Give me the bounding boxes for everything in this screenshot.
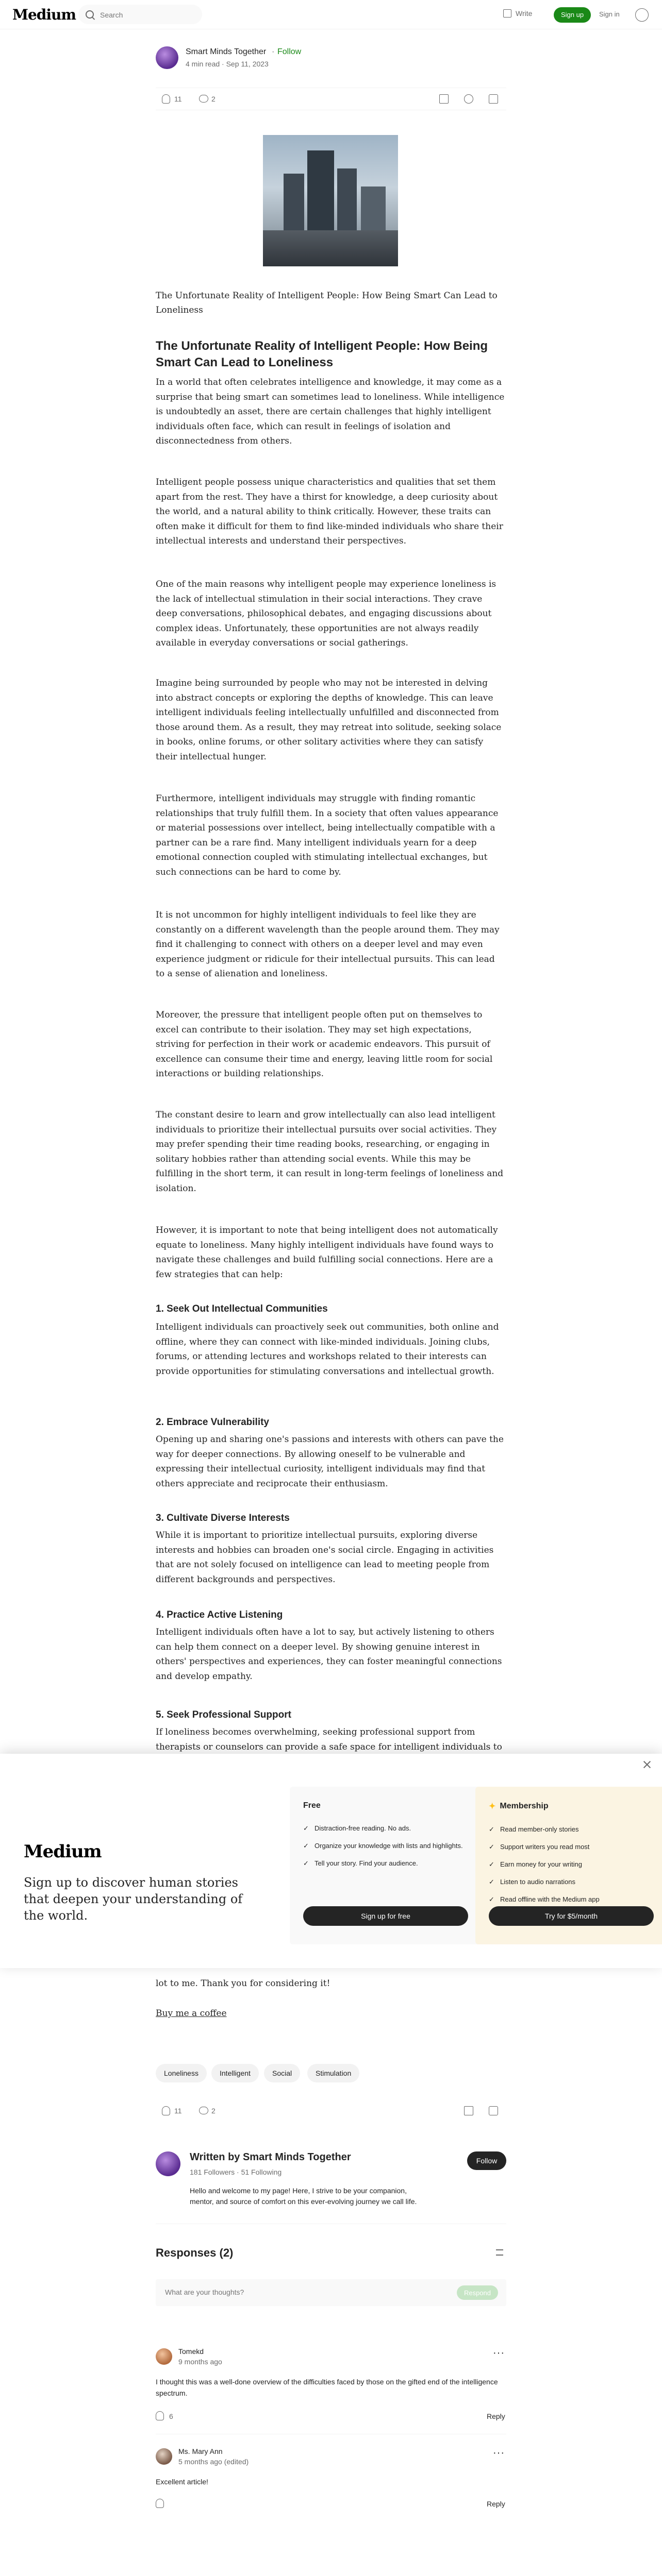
write-button[interactable] <box>503 9 532 18</box>
hero-image <box>263 135 398 266</box>
separator-dot: · <box>272 47 275 56</box>
signup-overlay <box>0 1754 662 1968</box>
section-heading: 3. Cultivate Diverse Interests <box>156 1513 290 1523</box>
paragraph: It is not uncommon for highly intelligent individuals to feel like they are constantly on a different wavelength than the people around them. They may find it challenging to connect with others on a deeper level and may even experience judgment or ridicule for their intellectual pursuits. This can lead to a sense of alienation and loneliness. <box>156 910 500 979</box>
tag-chip[interactable]: Social <box>264 2064 300 2082</box>
membership-plan-card <box>475 1787 662 1944</box>
author-name[interactable]: Smart Minds Together <box>186 47 267 56</box>
clap-icon[interactable] <box>162 94 170 104</box>
reply-button[interactable]: Reply <box>487 2500 505 2508</box>
article-meta: 4 min read · Sep 11, 2023 <box>186 60 269 68</box>
bookmark-add-icon[interactable] <box>439 94 449 104</box>
clap-icon[interactable] <box>162 2106 170 2115</box>
comment-text: I thought this was a well-done overview of the difficulties faced by those on the gifted end of the intelligence spectrum. <box>156 2378 498 2397</box>
author-bio: Hello and welcome to my page! Here, I strive to be your companion, mentor, and source of comfort on this ever-evolving journey we call life. <box>190 2187 417 2206</box>
tag-chip[interactable]: Intelligent <box>211 2064 259 2082</box>
comment-date: 9 months ago <box>178 2358 222 2366</box>
clap-count: 11 <box>174 2107 182 2115</box>
paragraph: Intelligent people possess unique characteristics and qualities that set them apart from the rest. They have a thirst for knowledge, a deep curiosity about the world, and a natural ability to think critically. However, these traits can often make it difficult for them to find like-minded individuals who share their intellectual interests and understand their perspectives. <box>156 477 503 546</box>
section-heading: 2. Embrace Vulnerability <box>156 1417 269 1428</box>
response-box[interactable] <box>156 2279 506 2306</box>
paragraph: Furthermore, intelligent individuals may struggle with finding romantic relationships that truly fulfill them. In a society that often values appearance or material possessions over intellect, being intellectually compatible with a partner can be a rare find. Many intelligent individuals yearn for a deep emotional connection coupled with stimulating intellectual exchanges, but such connections can be hard to come by. <box>156 793 499 877</box>
author-followers: 181 Followers · 51 Following <box>190 2168 282 2176</box>
comment-text: Excellent article! <box>156 2478 208 2486</box>
top-bar <box>0 0 662 29</box>
clap-icon[interactable] <box>156 2499 164 2508</box>
section-heading: 4. Practice Active Listening <box>156 1609 283 1620</box>
plan-feature: ✓ Tell your story. Find your audience. <box>303 1859 468 1868</box>
paragraph: Intelligent individuals can proactively seek out communities, both online and offline, where they can connect with like-minded individuals. Joining clubs, forums, or attending lectures and workshops related to their interests can provide opportunities for stimulating conversations and intellectual growth. <box>156 1322 499 1377</box>
membership-title-text: Membership <box>500 1802 549 1810</box>
share-icon[interactable] <box>489 94 498 104</box>
write-icon <box>503 9 511 18</box>
follow-button[interactable]: Follow <box>467 2151 506 2170</box>
paragraph: In a world that often celebrates intelligence and knowledge, it may come as a surprise that being smart can sometimes lead to loneliness. While intelligence is undoubtedly an asset, there are certain challenges that highly intelligent individuals often face, which can result in feelings of isolation and disconnectedness from others. <box>156 377 505 446</box>
clap-count: 11 <box>174 95 182 103</box>
medium-logo[interactable]: Medium <box>12 6 76 23</box>
clap-icon[interactable] <box>156 2411 164 2420</box>
commenter-name[interactable]: Ms. Mary Ann <box>178 2447 223 2455</box>
plan-feature: ✓ Organize your knowledge with lists and highlights. <box>303 1841 468 1851</box>
free-plan-title: Free <box>303 1801 321 1810</box>
plan-feature: ✓ Earn money for your writing <box>489 1860 654 1869</box>
comment-icon[interactable] <box>199 95 208 103</box>
image-caption: The Unfortunate Reality of Intelligent People: How Being Smart Can Lead to Loneliness <box>156 291 498 315</box>
responses-title: Responses (2) <box>156 2246 234 2259</box>
plan-feature: ✓ Support writers you read most <box>489 1842 654 1852</box>
paragraph: Moreover, the pressure that intelligent people often put on themselves to excel can contribute to their isolation. They may set high expectations, striving for perfection in their work or academic endeavors. This pursuit of excellence can consume their time and energy, leaving little room for social interactions or building relationships. <box>156 1010 493 1079</box>
paragraph: Imagine being surrounded by people who may not be interested in delving into abstract concepts or exploring the depths of knowledge. This can leave intelligent individuals feeling intellectually unfulfilled and disconnected from those around them. As a result, they may retreat into solitude, seeking solace in books, online forums, or other solitary activities where they can satisfy their intellectual hunger. <box>156 678 502 762</box>
paragraph: If loneliness becomes overwhelming, seeking professional support from therapists or counselors can provide a safe space for intelligent individuals to <box>156 1727 502 1752</box>
user-icon[interactable] <box>635 8 649 22</box>
plan-feature: ✓ Listen to audio narrations <box>489 1877 654 1887</box>
search-icon <box>86 10 94 19</box>
paragraph: The constant desire to learn and grow intellectually can also lead intelligent individuals to prioritize their intellectual pursuits over social activities. They may prefer spending their time reading books, researching, or engaging in solitary hobbies rather than attending social events. While this may be fulfilling in the short term, it can result in long-term feelings of loneliness and isolation. <box>156 1110 504 1194</box>
section-heading: 5. Seek Professional Support <box>156 1709 291 1720</box>
article-actions <box>156 88 506 110</box>
reply-button[interactable]: Reply <box>487 2412 505 2420</box>
author-avatar[interactable] <box>156 46 178 69</box>
response-count: 2 <box>211 2107 216 2115</box>
paragraph: However, it is important to note that being intelligent does not automatically equate to loneliness. Many highly intelligent individuals have found ways to navigate these challenges and build fulfilling social connections. Here are a few strategies that can help: <box>156 1225 498 1280</box>
section-heading: 1. Seek Out Intellectual Communities <box>156 1303 328 1314</box>
sign-up-button[interactable]: Sign up <box>554 7 591 23</box>
tag-chip[interactable]: Loneliness <box>156 2064 207 2082</box>
author-row <box>156 45 506 72</box>
plan-feature: ✓ Read offline with the Medium app <box>489 1895 654 1904</box>
star-icon: ✦ <box>489 1802 496 1811</box>
paragraph: One of the main reasons why intelligent people may experience loneliness is the lack of intellectual stimulation in their social interactions. They crave deep conversations, philosophical debates, and engaging discussions about complex ideas. Unfortunately, these opportunities are not always readily available in everyday conversations or social gatherings. <box>156 579 496 648</box>
try-membership-button[interactable]: Try for $5/month <box>489 1906 654 1926</box>
bookmark-add-icon[interactable] <box>464 2106 473 2115</box>
paragraph: Intelligent individuals often have a lot to say, but actively listening to others can help them connect on a deeper level. By showing genuine interest in others' perspectives and experiences, they can foster meaningful connections and develop empathy. <box>156 1627 502 1682</box>
written-by-title[interactable]: Written by Smart Minds Together <box>190 2151 351 2163</box>
plan-feature: ✓ Read member-only stories <box>489 1825 654 1834</box>
commenter-avatar[interactable] <box>156 2448 172 2465</box>
sign-in-link[interactable]: Sign in <box>599 10 620 18</box>
follow-link[interactable]: Follow <box>277 47 302 56</box>
write-label: Write <box>516 9 533 18</box>
more-options-icon[interactable]: ··· <box>493 2447 505 2459</box>
shield-icon[interactable] <box>496 2249 503 2256</box>
listen-icon[interactable] <box>464 94 473 104</box>
response-input[interactable] <box>164 2287 424 2297</box>
author-avatar[interactable] <box>156 2151 180 2176</box>
tag-chip[interactable]: Stimulation <box>307 2064 359 2082</box>
paragraph: lot to me. Thank you for considering it! <box>156 1978 330 1989</box>
search-input[interactable] <box>99 9 194 21</box>
more-options-icon[interactable]: ··· <box>493 2347 505 2359</box>
sign-up-free-button[interactable]: Sign up for free <box>303 1906 468 1926</box>
respond-button[interactable]: Respond <box>457 2285 498 2300</box>
overlay-tagline: Sign up to discover human stories that deepen your understanding of the world. <box>24 1875 243 1923</box>
overlay-logo: Medium <box>24 1841 102 1862</box>
comment-date: 5 months ago (edited) <box>178 2458 249 2466</box>
paragraph: While it is important to prioritize intellectual pursuits, exploring diverse interests and hobbies can broaden one's social circle. Engaging in activities that are not solely focused on intelligence can lead to meeting people from different backgrounds and perspectives. <box>156 1530 494 1585</box>
clap-count: 6 <box>169 2412 173 2420</box>
commenter-avatar[interactable] <box>156 2348 172 2365</box>
share-icon[interactable] <box>489 2106 498 2115</box>
paragraph: Opening up and sharing one's passions and interests with others can pave the way for deeper connections. By allowing oneself to be vulnerable and expressing their intellectual curiosity, intelligent individuals may find that others appreciate and reciprocate their enthusiasm. <box>156 1434 504 1489</box>
response-count: 2 <box>211 95 216 103</box>
plan-feature: ✓ Distraction-free reading. No ads. <box>303 1824 468 1833</box>
comment-icon[interactable] <box>199 2107 208 2114</box>
buy-coffee-link[interactable]: Buy me a coffee <box>156 2008 227 2019</box>
membership-plan-title <box>489 1801 654 1811</box>
article-title: The Unfortunate Reality of Intelligent People: How Being Smart Can Lead to Loneliness <box>156 339 488 369</box>
article-footer-actions <box>156 2100 506 2123</box>
free-plan-card <box>290 1787 482 1944</box>
commenter-name[interactable]: Tomekd <box>178 2347 204 2355</box>
close-icon[interactable] <box>643 1761 651 1768</box>
search-box[interactable] <box>78 5 202 24</box>
